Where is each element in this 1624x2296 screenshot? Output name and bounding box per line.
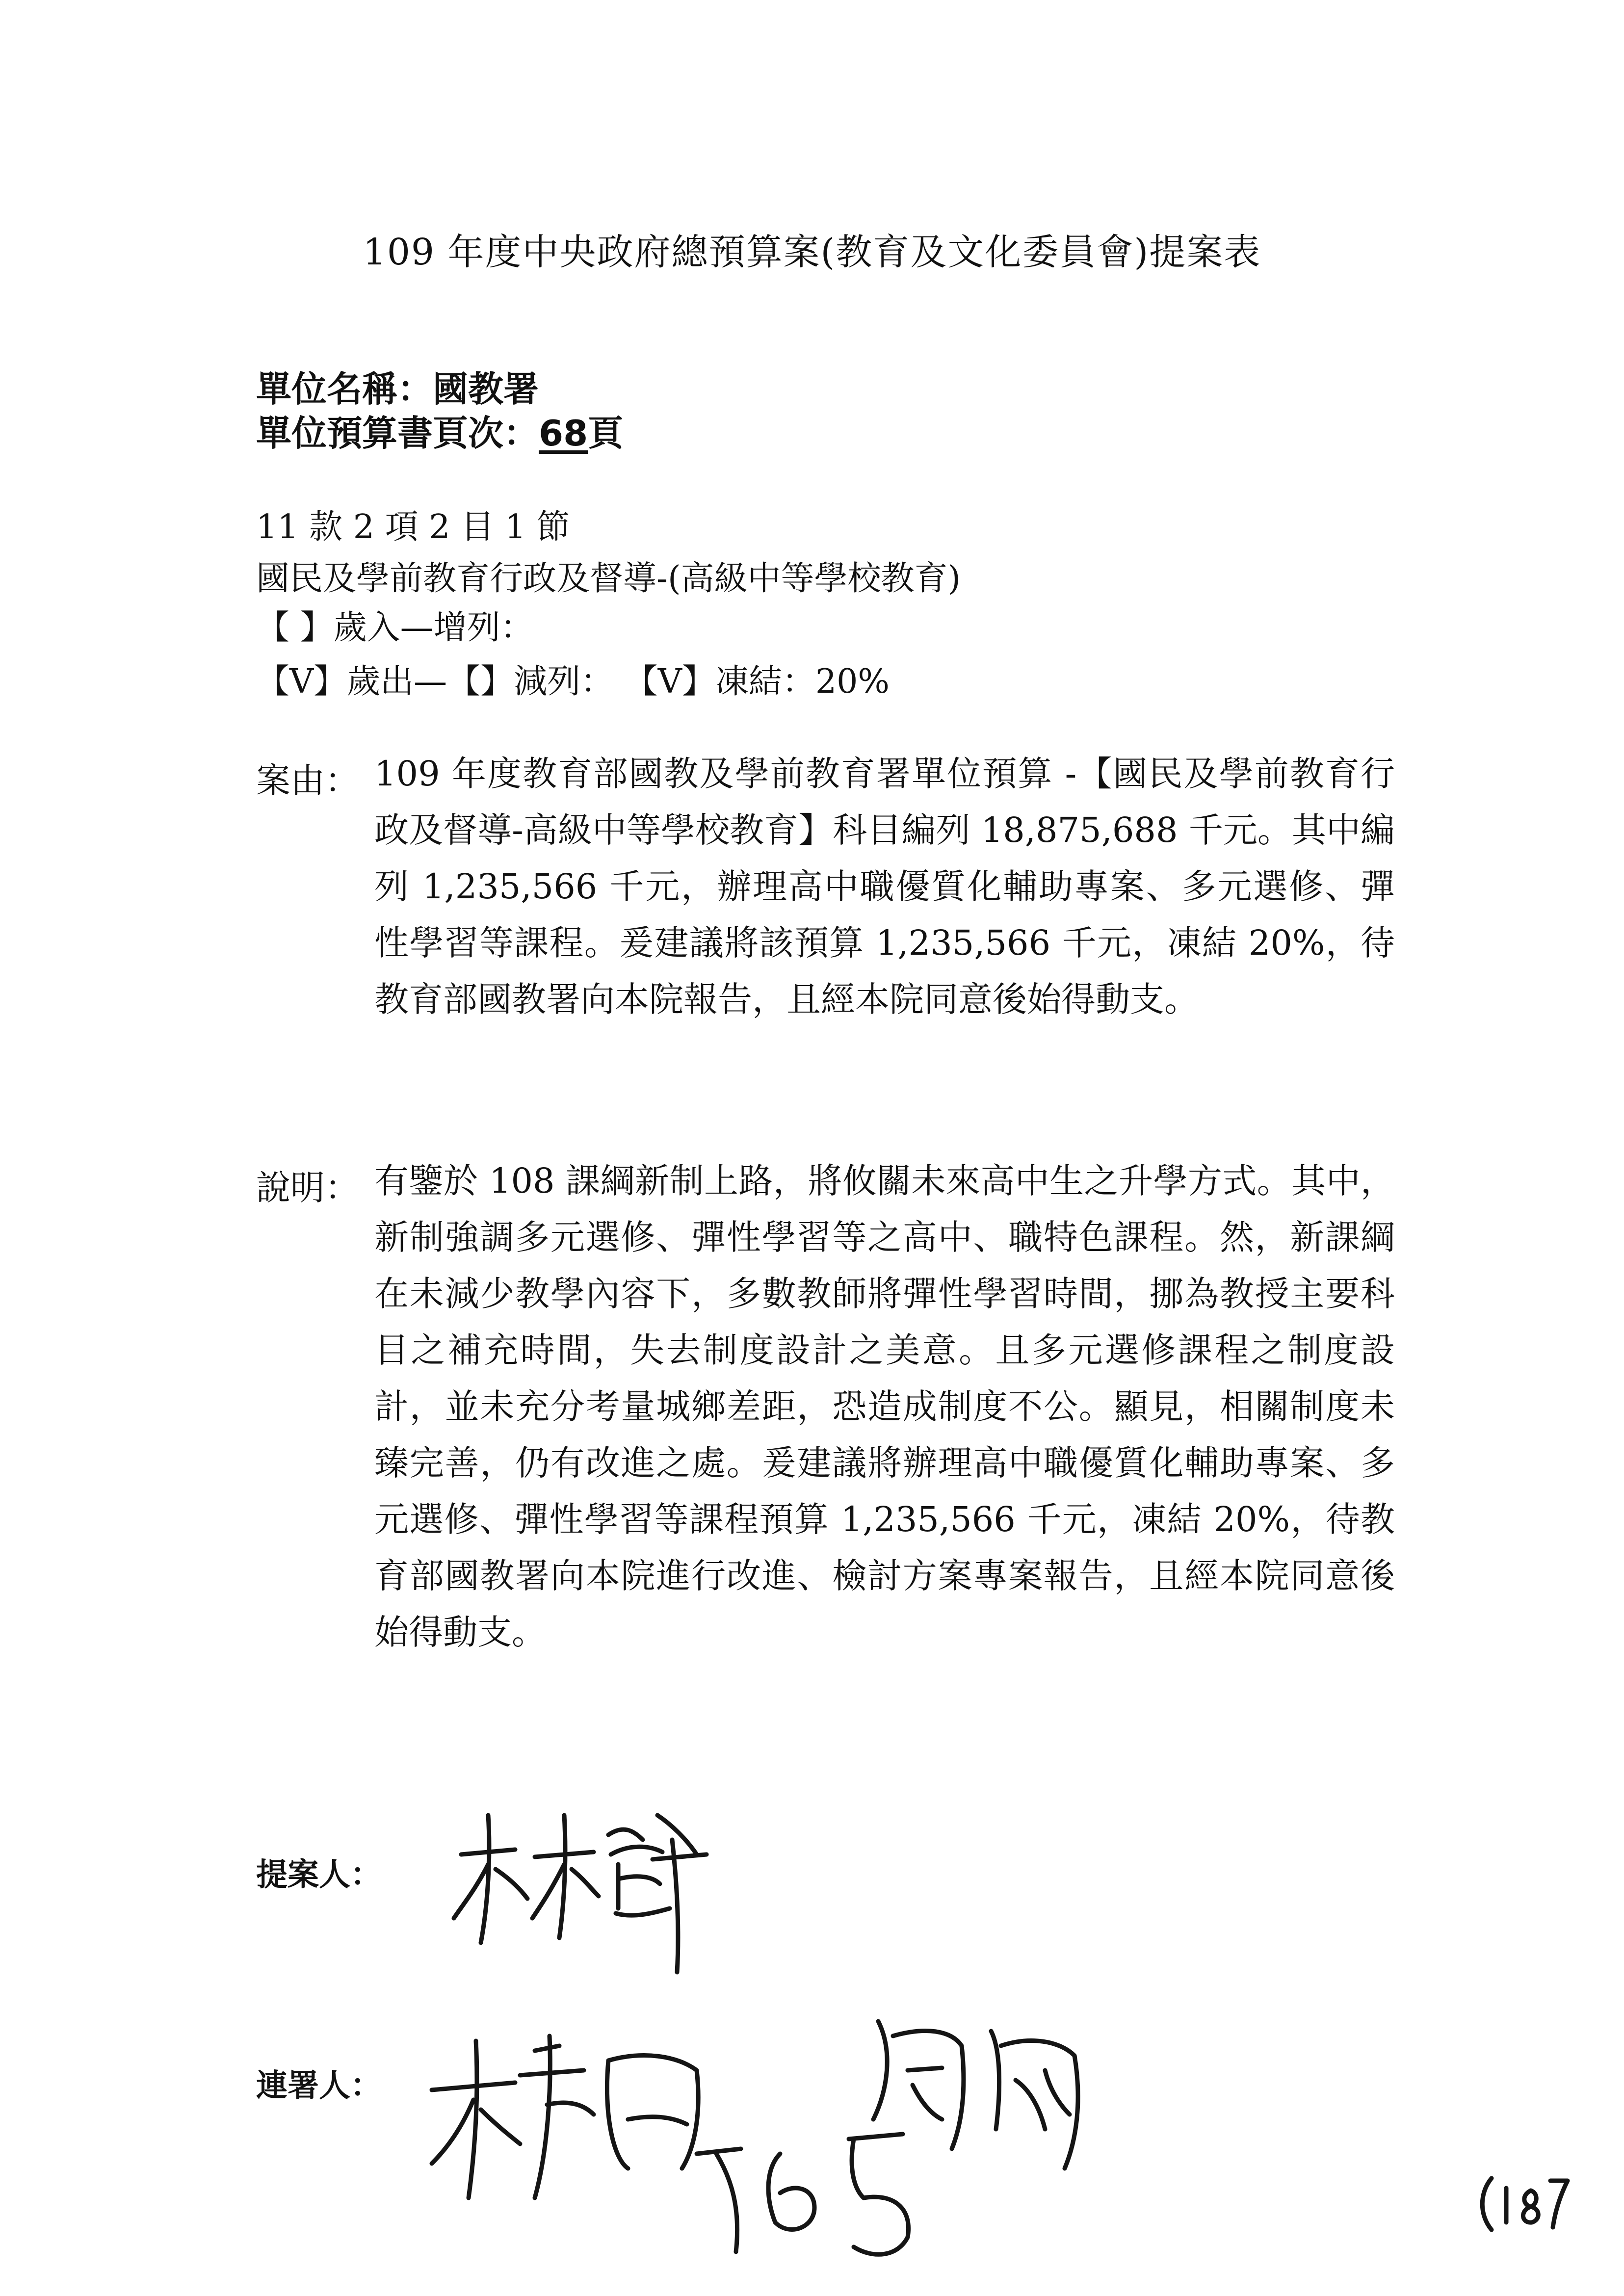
budget-item: 國民及學前教育行政及督導-(高級中等學校教育) [256, 559, 961, 598]
page-title: 109 年度中央政府總預算案(教育及文化委員會)提案表 [363, 231, 1261, 273]
case-label: 案由： [256, 760, 359, 801]
unit-page-number: 68 [539, 413, 588, 454]
unit-page-label: 單位預算書頁次： [256, 413, 539, 454]
unit-name-line [256, 361, 539, 412]
handwritten-page-number [1472, 2168, 1580, 2237]
revenue-line: 【 】歲入—增列： [256, 608, 534, 647]
cosigner-signatures [422, 1992, 1119, 2267]
unit-name-value: 國教署 [433, 368, 539, 410]
unit-name-label: 單位名稱： [256, 368, 433, 410]
proposer-signature [442, 1796, 716, 1982]
explanation-label: 說明： [256, 1168, 359, 1208]
unit-page-suffix: 頁 [588, 413, 624, 454]
proposer-label: 提案人： [256, 1857, 382, 1893]
budget-code: 11 款 2 項 2 目 1 節 [256, 508, 570, 547]
case-text: 109 年度教育部國教及學前教育署單位預算 -【國民及學前教育行政及督導-高級中等學校教育】科目編列 18,875,688 千元。其中編列 1,235,566 千元，辦理高中職優質化輔助專案、多元選修、彈性學習等課程。爰建議將該預算 1,235,566 千元，凍結 20%，待教育部國教署向本院報告，且經本院同意後始得動支。 [374, 754, 1395, 1019]
cosigner-label: 連署人： [256, 2068, 382, 2104]
unit-page-line [256, 405, 623, 456]
expenditure-line: 【V】歲出—【】減列： 【V】凍結：20% [256, 662, 890, 701]
explanation-text: 有鑒於 108 課綱新制上路，將攸關未來高中生之升學方式。其中，新制強調多元選修、彈性學習等之高中、職特色課程。然，新課綱在未減少教學內容下，多數教師將彈性學習時間，挪為教授主要科目之補充時間，失去制度設計之美意。且多元選修課程之制度設計，並未充分考量城鄉差距，恐造成制度不公。顯見，相關制度未臻完善，仍有改進之處。爰建議將辦理高中職優質化輔助專案、多元選修、彈性學習等課程預算 1,235,566 千元，凍結 20%，待教育部國教署向本院進行改進、檢討方案專案報告，且經本院同意後始得動支。 [374, 1161, 1395, 1652]
